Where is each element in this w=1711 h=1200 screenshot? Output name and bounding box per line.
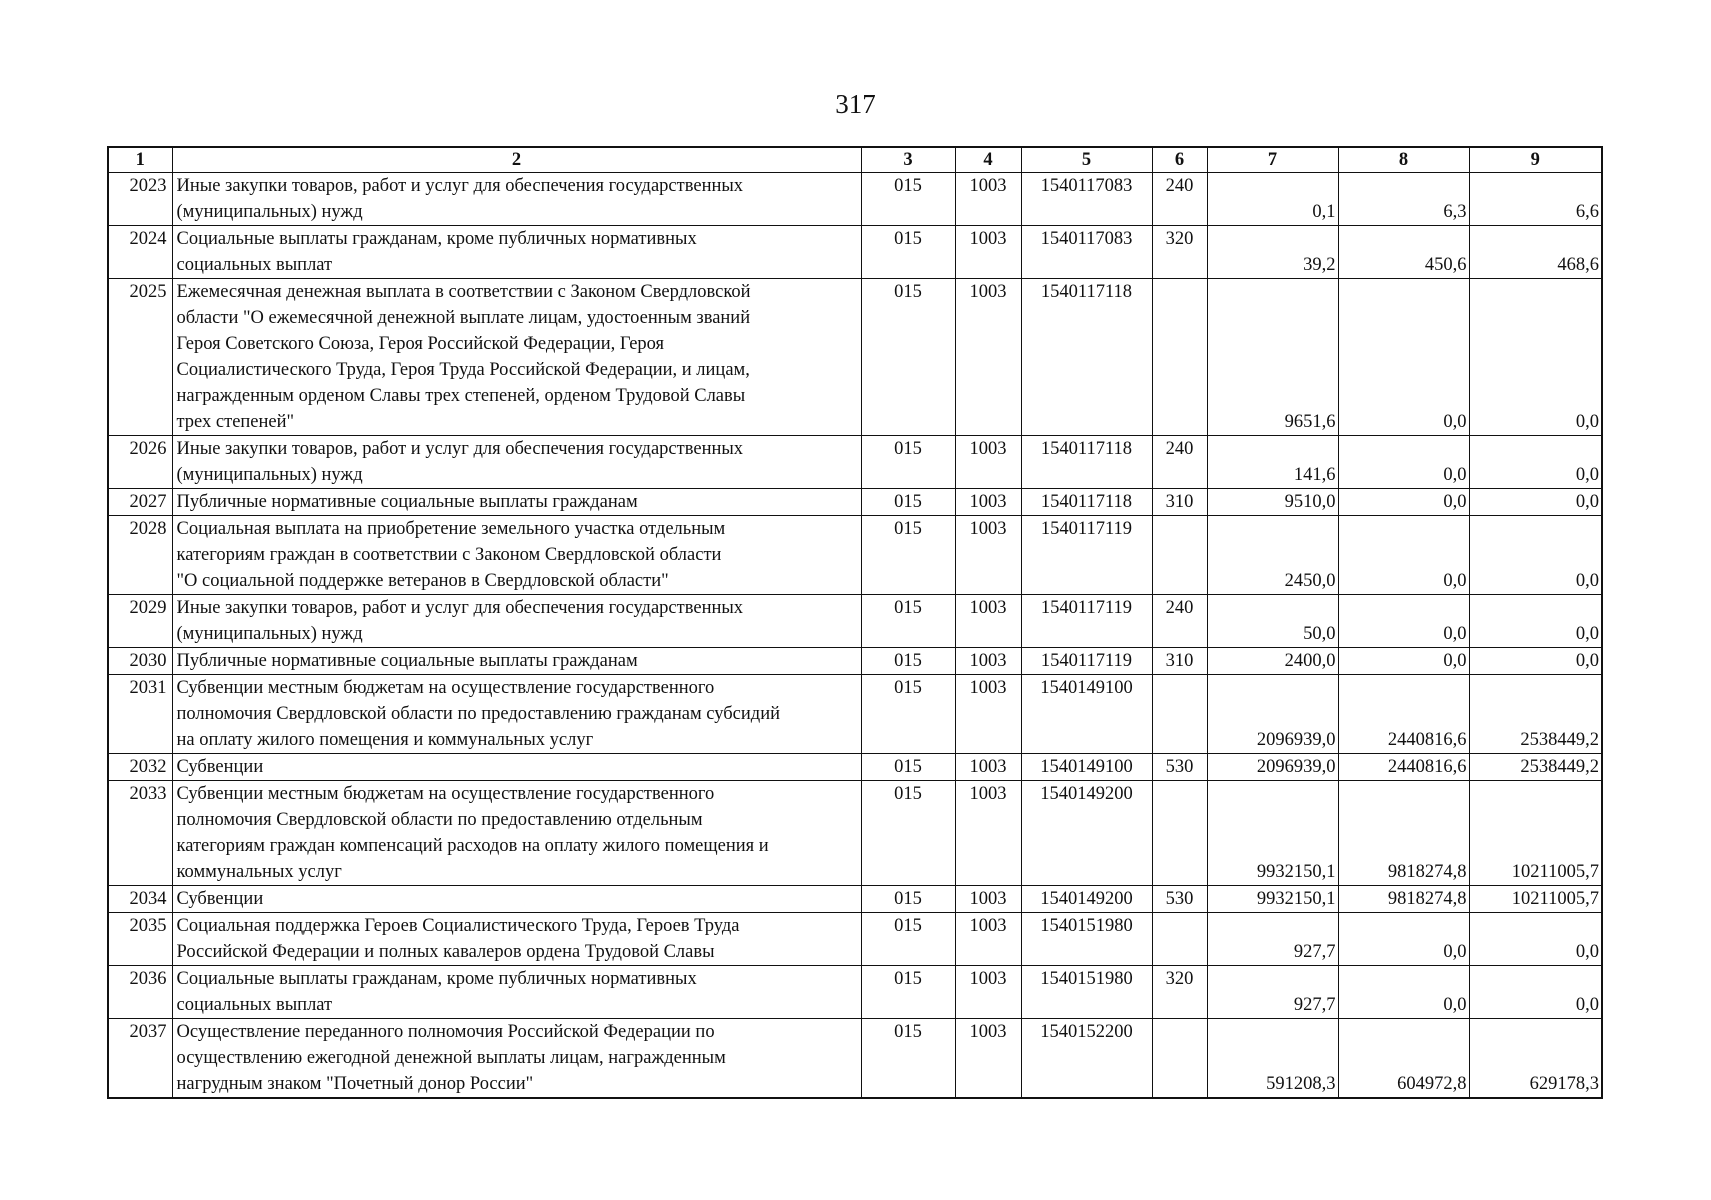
row-col6-cell: 310 (1152, 648, 1207, 675)
row-number-cell: 2030 (108, 648, 172, 675)
row-col6-cell: 530 (1152, 754, 1207, 781)
row-number-cell: 2037 (108, 1019, 172, 1099)
row-col9-amount-cell: 6,6 (1469, 173, 1602, 226)
header-cell-1: 1 (108, 147, 172, 173)
row-col8-amount-cell: 604972,8 (1338, 1019, 1469, 1099)
row-col7-amount-cell: 2096939,0 (1207, 675, 1338, 754)
row-col6-cell: 320 (1152, 226, 1207, 279)
row-col5-cell: 1540149200 (1021, 886, 1152, 913)
row-col7-amount-cell: 9932150,1 (1207, 886, 1338, 913)
row-col4-cell: 1003 (955, 754, 1021, 781)
row-number-cell: 2035 (108, 913, 172, 966)
row-col4-cell: 1003 (955, 675, 1021, 754)
row-col8-amount-cell: 0,0 (1338, 436, 1469, 489)
table-row (108, 516, 1602, 595)
table-row (108, 675, 1602, 754)
table-row (108, 781, 1602, 886)
row-col9-amount-cell: 629178,3 (1469, 1019, 1602, 1099)
row-col6-cell: 320 (1152, 966, 1207, 1019)
row-col5-cell: 1540149100 (1021, 675, 1152, 754)
row-col8-amount-cell: 450,6 (1338, 226, 1469, 279)
row-col6-cell: 240 (1152, 436, 1207, 489)
table-row (108, 489, 1602, 516)
row-col3-cell: 015 (861, 913, 955, 966)
table-row (108, 173, 1602, 226)
row-number-cell: 2027 (108, 489, 172, 516)
row-description-cell: Социальные выплаты гражданам, кроме публичных нормативных социальных выплат (172, 226, 861, 279)
row-col5-cell: 1540117119 (1021, 516, 1152, 595)
row-description-cell: Иные закупки товаров, работ и услуг для обеспечения государственных (муниципальных) нужд (172, 436, 861, 489)
row-number-cell: 2032 (108, 754, 172, 781)
row-col3-cell: 015 (861, 1019, 955, 1099)
row-col5-cell: 1540117118 (1021, 279, 1152, 436)
row-col3-cell: 015 (861, 886, 955, 913)
row-col9-amount-cell: 0,0 (1469, 966, 1602, 1019)
row-col3-cell: 015 (861, 595, 955, 648)
row-col4-cell: 1003 (955, 595, 1021, 648)
page-number: 317 (835, 89, 876, 119)
row-number-cell: 2029 (108, 595, 172, 648)
row-col7-amount-cell: 2096939,0 (1207, 754, 1338, 781)
row-number-cell: 2025 (108, 279, 172, 436)
row-col3-cell: 015 (861, 226, 955, 279)
row-number-cell: 2023 (108, 173, 172, 226)
row-col7-amount-cell: 9510,0 (1207, 489, 1338, 516)
row-col5-cell: 1540117119 (1021, 595, 1152, 648)
row-col4-cell: 1003 (955, 966, 1021, 1019)
header-cell-2: 2 (172, 147, 861, 173)
row-col3-cell: 015 (861, 173, 955, 226)
row-col9-amount-cell: 2538449,2 (1469, 675, 1602, 754)
row-col8-amount-cell: 0,0 (1338, 279, 1469, 436)
row-col8-amount-cell: 2440816,6 (1338, 675, 1469, 754)
header-cell-9: 9 (1469, 147, 1602, 173)
row-col8-amount-cell: 0,0 (1338, 913, 1469, 966)
row-col3-cell: 015 (861, 675, 955, 754)
row-col5-cell: 1540151980 (1021, 966, 1152, 1019)
table-row (108, 595, 1602, 648)
row-col5-cell: 1540117118 (1021, 436, 1152, 489)
row-col3-cell: 015 (861, 648, 955, 675)
row-col6-cell: 530 (1152, 886, 1207, 913)
row-col4-cell: 1003 (955, 516, 1021, 595)
table-row (108, 226, 1602, 279)
row-col6-cell (1152, 913, 1207, 966)
row-col4-cell: 1003 (955, 648, 1021, 675)
row-description-cell: Субвенции (172, 886, 861, 913)
row-number-cell: 2036 (108, 966, 172, 1019)
row-col5-cell: 1540117083 (1021, 226, 1152, 279)
row-description-cell: Ежемесячная денежная выплата в соответствии с Законом Свердловской области "О ежемесячной денежной выплате лицам, удостоенным званий Героя Советского Союза, Героя Российской Федерации, Героя Социалистического Труда, Героя Труда Российской Федерации, и лицам, награжденным орденом Славы трех степеней, орденом Трудовой Славы трех степеней" (172, 279, 861, 436)
row-number-cell: 2026 (108, 436, 172, 489)
row-col7-amount-cell: 9651,6 (1207, 279, 1338, 436)
row-col9-amount-cell: 468,6 (1469, 226, 1602, 279)
row-col9-amount-cell: 0,0 (1469, 516, 1602, 595)
row-description-cell: Осуществление переданного полномочия Российской Федерации по осуществлению ежегодной денежной выплаты лицам, награжденным нагрудным знаком "Почетный донор России" (172, 1019, 861, 1099)
row-col3-cell: 015 (861, 966, 955, 1019)
table-row (108, 648, 1602, 675)
row-description-cell: Иные закупки товаров, работ и услуг для обеспечения государственных (муниципальных) нужд (172, 595, 861, 648)
row-col3-cell: 015 (861, 279, 955, 436)
row-col4-cell: 1003 (955, 436, 1021, 489)
row-col7-amount-cell: 927,7 (1207, 913, 1338, 966)
row-col4-cell: 1003 (955, 489, 1021, 516)
row-col6-cell (1152, 279, 1207, 436)
row-number-cell: 2024 (108, 226, 172, 279)
row-col8-amount-cell: 9818274,8 (1338, 781, 1469, 886)
row-col5-cell: 1540117119 (1021, 648, 1152, 675)
row-col3-cell: 015 (861, 781, 955, 886)
row-description-cell: Публичные нормативные социальные выплаты гражданам (172, 648, 861, 675)
row-col7-amount-cell: 39,2 (1207, 226, 1338, 279)
row-col7-amount-cell: 9932150,1 (1207, 781, 1338, 886)
row-col4-cell: 1003 (955, 781, 1021, 886)
row-number-cell: 2031 (108, 675, 172, 754)
row-description-cell: Субвенции (172, 754, 861, 781)
row-col8-amount-cell: 0,0 (1338, 595, 1469, 648)
row-description-cell: Социальные выплаты гражданам, кроме публичных нормативных социальных выплат (172, 966, 861, 1019)
header-cell-5: 5 (1021, 147, 1152, 173)
row-col4-cell: 1003 (955, 886, 1021, 913)
row-col6-cell (1152, 516, 1207, 595)
row-col8-amount-cell: 0,0 (1338, 489, 1469, 516)
row-number-cell: 2028 (108, 516, 172, 595)
row-description-cell: Субвенции местным бюджетам на осуществление государственного полномочия Свердловской области по предоставлению отдельным категориям граждан компенсаций расходов на оплату жилого помещения и коммунальных услуг (172, 781, 861, 886)
row-description-cell: Социальная выплата на приобретение земельного участка отдельным категориям граждан в соответствии с Законом Свердловской области "О социальной поддержке ветеранов в Свердловской области" (172, 516, 861, 595)
row-col4-cell: 1003 (955, 279, 1021, 436)
table-row (108, 754, 1602, 781)
row-col7-amount-cell: 591208,3 (1207, 1019, 1338, 1099)
row-number-cell: 2033 (108, 781, 172, 886)
header-cell-3: 3 (861, 147, 955, 173)
row-number-cell: 2034 (108, 886, 172, 913)
row-col5-cell: 1540117118 (1021, 489, 1152, 516)
row-col3-cell: 015 (861, 489, 955, 516)
row-col7-amount-cell: 927,7 (1207, 966, 1338, 1019)
row-col4-cell: 1003 (955, 226, 1021, 279)
row-col7-amount-cell: 50,0 (1207, 595, 1338, 648)
row-description-cell: Публичные нормативные социальные выплаты гражданам (172, 489, 861, 516)
row-col9-amount-cell: 10211005,7 (1469, 886, 1602, 913)
row-col8-amount-cell: 9818274,8 (1338, 886, 1469, 913)
table-row (108, 279, 1602, 436)
table-row (108, 886, 1602, 913)
row-col7-amount-cell: 2450,0 (1207, 516, 1338, 595)
budget-table (107, 146, 1603, 1099)
table-row (108, 1019, 1602, 1099)
row-col5-cell: 1540149100 (1021, 754, 1152, 781)
row-col9-amount-cell: 0,0 (1469, 913, 1602, 966)
row-col9-amount-cell: 0,0 (1469, 595, 1602, 648)
row-col6-cell: 240 (1152, 595, 1207, 648)
row-description-cell: Субвенции местным бюджетам на осуществление государственного полномочия Свердловской области по предоставлению гражданам субсидий на оплату жилого помещения и коммунальных услуг (172, 675, 861, 754)
row-col4-cell: 1003 (955, 1019, 1021, 1099)
table-row (108, 913, 1602, 966)
header-cell-8: 8 (1338, 147, 1469, 173)
row-col4-cell: 1003 (955, 173, 1021, 226)
table-row (108, 436, 1602, 489)
row-col9-amount-cell: 0,0 (1469, 436, 1602, 489)
row-col5-cell: 1540149200 (1021, 781, 1152, 886)
row-col4-cell: 1003 (955, 913, 1021, 966)
row-col8-amount-cell: 0,0 (1338, 648, 1469, 675)
row-col7-amount-cell: 141,6 (1207, 436, 1338, 489)
row-col6-cell (1152, 1019, 1207, 1099)
row-col9-amount-cell: 0,0 (1469, 648, 1602, 675)
row-col8-amount-cell: 0,0 (1338, 966, 1469, 1019)
row-description-cell: Социальная поддержка Героев Социалистического Труда, Героев Труда Российской Федерации и полных кавалеров ордена Трудовой Славы (172, 913, 861, 966)
row-col6-cell: 310 (1152, 489, 1207, 516)
row-col6-cell (1152, 781, 1207, 886)
row-col8-amount-cell: 6,3 (1338, 173, 1469, 226)
row-col7-amount-cell: 0,1 (1207, 173, 1338, 226)
row-col6-cell: 240 (1152, 173, 1207, 226)
header-cell-4: 4 (955, 147, 1021, 173)
table-row (108, 966, 1602, 1019)
row-col9-amount-cell: 2538449,2 (1469, 754, 1602, 781)
row-col5-cell: 1540151980 (1021, 913, 1152, 966)
row-col3-cell: 015 (861, 754, 955, 781)
row-col6-cell (1152, 675, 1207, 754)
header-cell-7: 7 (1207, 147, 1338, 173)
header-row (108, 147, 1602, 173)
row-description-cell: Иные закупки товаров, работ и услуг для обеспечения государственных (муниципальных) нужд (172, 173, 861, 226)
table-body (108, 173, 1602, 1099)
row-col3-cell: 015 (861, 436, 955, 489)
row-col5-cell: 1540152200 (1021, 1019, 1152, 1099)
row-col5-cell: 1540117083 (1021, 173, 1152, 226)
header-cell-6: 6 (1152, 147, 1207, 173)
row-col8-amount-cell: 0,0 (1338, 516, 1469, 595)
row-col7-amount-cell: 2400,0 (1207, 648, 1338, 675)
row-col3-cell: 015 (861, 516, 955, 595)
row-col9-amount-cell: 0,0 (1469, 279, 1602, 436)
row-col9-amount-cell: 10211005,7 (1469, 781, 1602, 886)
row-col9-amount-cell: 0,0 (1469, 489, 1602, 516)
row-col8-amount-cell: 2440816,6 (1338, 754, 1469, 781)
